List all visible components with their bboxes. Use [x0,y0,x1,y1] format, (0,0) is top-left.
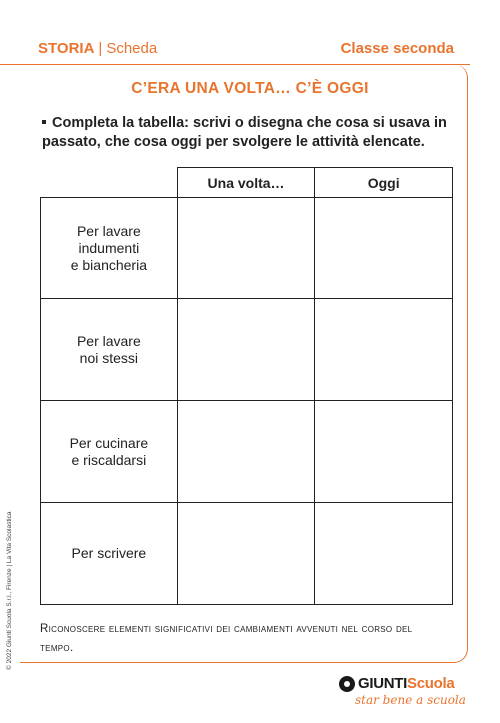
header-separator: | [98,40,103,57]
answer-cell-past[interactable] [177,198,315,299]
copyright-notice [0,480,12,670]
worksheet-title: C’ERA UNA VOLTA… C’È OGGI [131,80,369,97]
activity-label [41,198,178,299]
activity-label [41,299,178,401]
header-cell-today: Oggi [315,168,453,198]
label-line: Per scrivere [71,545,147,561]
logo-brand-accent: Scuola [407,675,455,692]
label-line: indumenti [78,239,140,256]
table-header-row [41,168,453,198]
answer-cell-today[interactable] [315,299,453,401]
subject: STORIA [38,40,95,57]
logo-brand: GIUNTI [358,675,408,692]
publisher-logo [339,672,466,712]
header-cell-past: Una volta… [177,168,315,198]
header-cell-empty [41,168,178,198]
answer-cell-past[interactable] [177,503,315,605]
page-header [38,40,454,64]
label-line: e biancheria [70,256,147,273]
label-line: Per lavare [76,222,141,239]
table-row [41,198,453,299]
logo-icon [339,676,355,692]
activity-label [41,503,178,605]
instruction-text: Completa la tabella: scrivi o disegna che cosa si usava in passato, che cosa oggi per svolgere le attività elencate. [42,115,447,150]
logo-tagline: star bene a scuola [355,693,466,707]
learning-objective: Riconoscere elementi significativi dei cambiamenti avvenuti nel corso del tempo. [40,623,413,654]
table-row [41,401,453,503]
activity-label [41,401,178,503]
label-line: e riscaldarsi [71,451,147,468]
sheet-type: Scheda [106,40,158,57]
answer-cell-today[interactable] [315,198,453,299]
bullet-icon [42,120,46,124]
grade-label: Classe seconda [340,40,454,57]
label-line: Per cucinare [69,434,149,451]
logo-wordmark [358,675,454,692]
answer-cell-past[interactable] [177,299,315,401]
subject-label [38,40,157,57]
label-line: Per lavare [76,332,141,349]
comparison-table [40,167,453,605]
answer-cell-today[interactable] [315,401,453,503]
table-row [41,299,453,401]
instruction [42,114,462,152]
answer-cell-past[interactable] [177,401,315,503]
answer-cell-today[interactable] [315,503,453,605]
table-row [41,503,453,605]
copyright-text: © 2022 Giunti Scuola S.r.l., Firenze | La Vita Scolastica [6,511,13,670]
label-line: noi stessi [79,349,139,366]
